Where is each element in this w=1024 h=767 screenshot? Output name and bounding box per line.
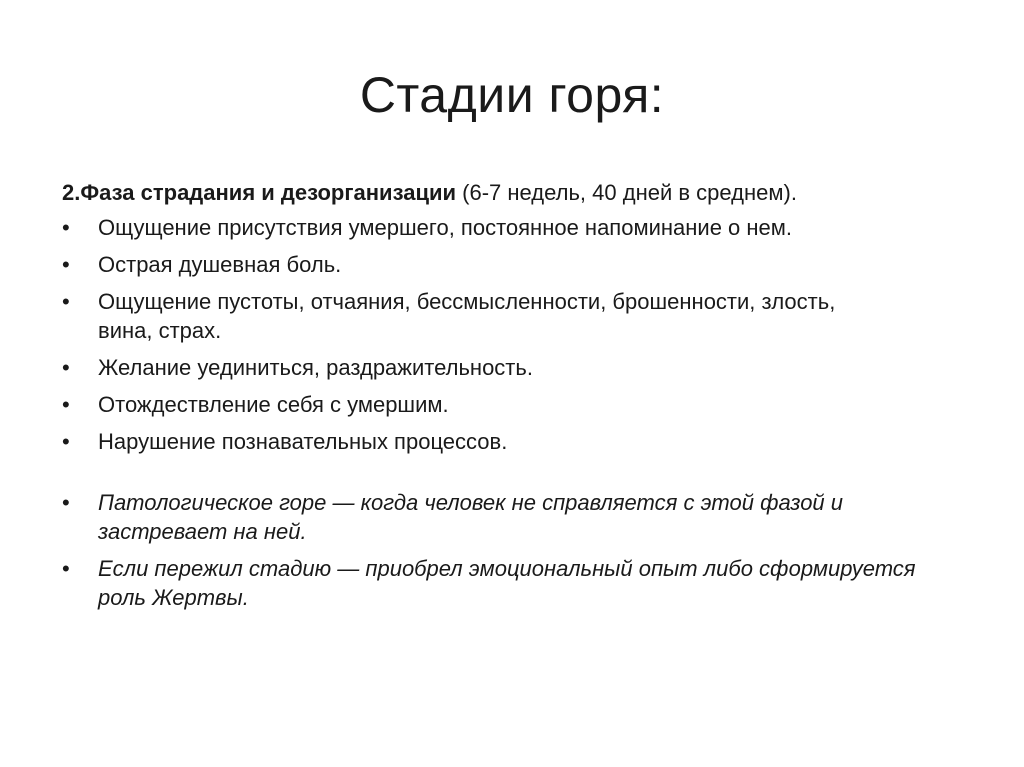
list-item — [62, 353, 962, 382]
symptom-text: Ощущение пустоты, отчаяния, бессмысленности, брошенности, злость, вина, страх. — [98, 289, 836, 343]
list-item — [62, 488, 962, 546]
symptom-text: Желание уединиться, раздражительность. — [98, 355, 533, 380]
spacer — [62, 464, 962, 488]
phase-heading — [62, 178, 962, 207]
bullet-icon: • — [62, 355, 70, 380]
list-item — [62, 390, 962, 419]
list-item — [62, 213, 962, 242]
list-item — [62, 554, 962, 612]
list-item — [62, 250, 962, 279]
bullet-icon: • — [62, 252, 70, 277]
symptom-text: Ощущение присутствия умершего, постоянное напоминание о нем. — [98, 215, 793, 240]
slide-content — [62, 178, 962, 620]
bullet-icon: • — [62, 215, 70, 240]
note-text: Патологическое горе — когда человек не справляется с этой фазой и застревает на ней. — [98, 490, 844, 544]
phase-detail: (6-7 недель, 40 дней в среднем). — [456, 180, 797, 205]
symptom-list — [62, 213, 962, 456]
list-item — [62, 287, 962, 345]
phase-label: 2.Фаза страдания и дезорганизации — [62, 180, 457, 205]
notes-list — [62, 488, 962, 612]
symptom-text: Отождествление себя с умершим. — [98, 392, 449, 417]
slide-title: Стадии горя: — [359, 67, 665, 123]
symptom-text: Острая душевная боль. — [98, 252, 342, 277]
list-item — [62, 427, 962, 456]
bullet-icon: • — [62, 392, 70, 417]
bullet-icon: • — [62, 289, 70, 314]
bullet-icon: • — [62, 490, 70, 515]
note-text: Если пережил стадию — приобрел эмоциональный опыт либо сформируется роль Жертвы. — [98, 556, 916, 610]
bullet-icon: • — [62, 429, 70, 454]
symptom-text: Нарушение познавательных процессов. — [98, 429, 508, 454]
bullet-icon: • — [62, 556, 70, 581]
